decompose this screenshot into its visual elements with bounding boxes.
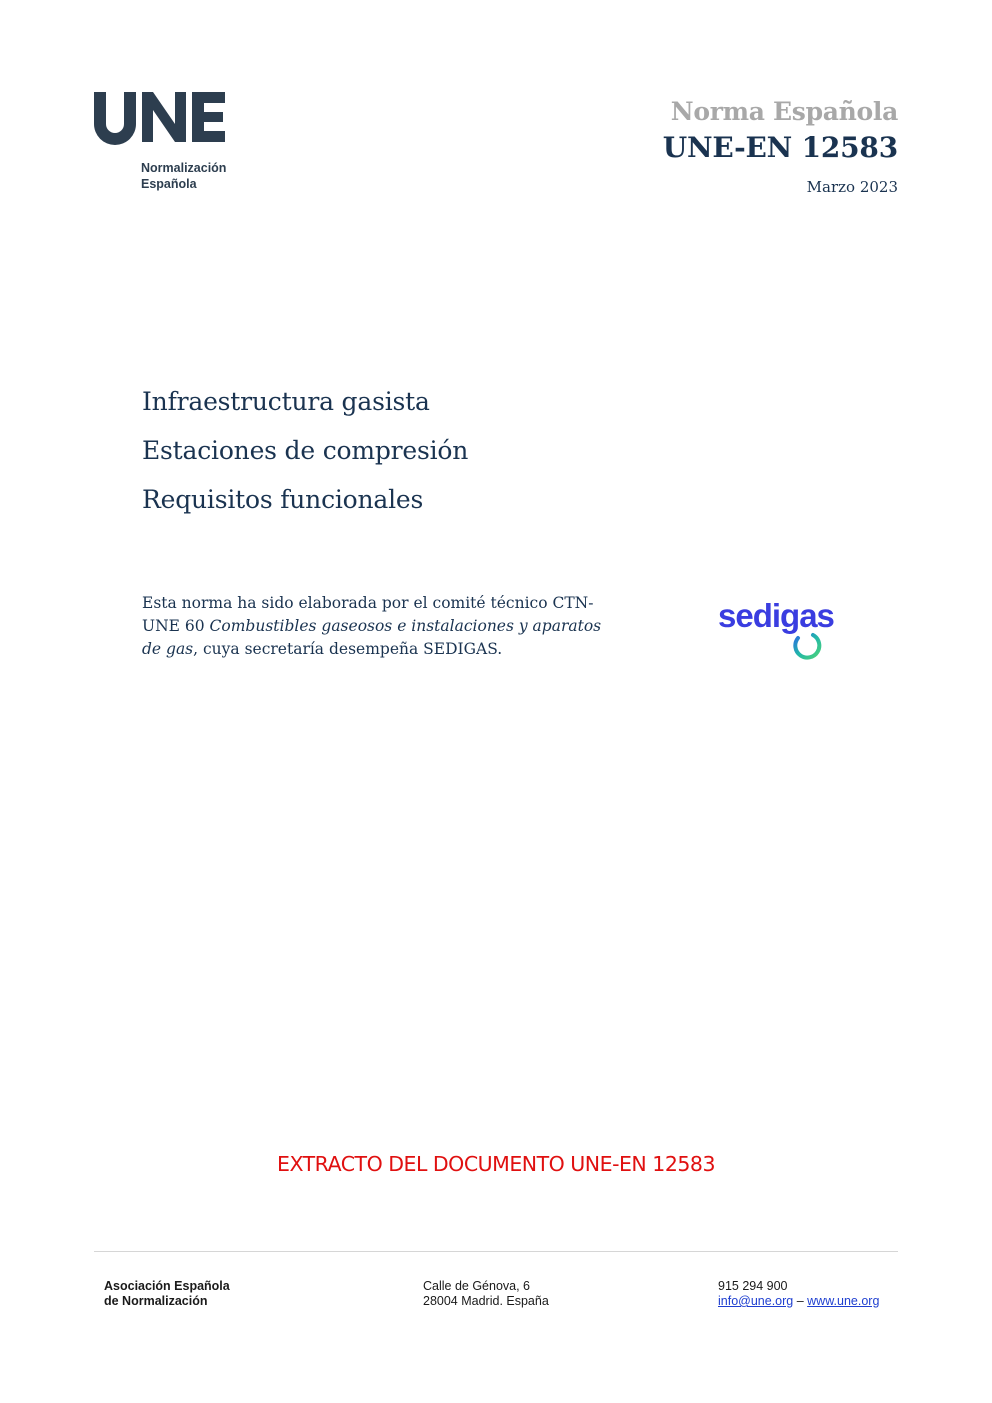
footer-link-separator: – — [793, 1294, 808, 1308]
footer-org-line1: Asociación Española — [104, 1279, 230, 1293]
footer-phone: 915 294 900 — [718, 1279, 788, 1293]
footer-divider — [94, 1251, 898, 1252]
standard-code: UNE-EN 12583 — [662, 131, 898, 164]
sedigas-ring-icon — [791, 630, 823, 662]
committee-note — [142, 592, 622, 661]
publication-date: Marzo 2023 — [806, 178, 898, 196]
norma-label: Norma Española — [670, 97, 898, 126]
footer-org-line2: de Normalización — [104, 1294, 208, 1308]
title-line-3: Requisitos funcionales — [142, 485, 424, 514]
footer-organization — [104, 1279, 230, 1309]
footer-contact — [718, 1279, 879, 1309]
footer-address-line2: 28004 Madrid. España — [423, 1294, 549, 1308]
committee-name: Combustibles gaseosos e instalaciones y aparatos de gas — [142, 617, 602, 658]
committee-text-1: Esta norma ha sido elaborada por el comité técnico CTN-UNE 60 — [142, 594, 594, 635]
sedigas-logo-text: sedigas — [718, 597, 834, 634]
logo-subtitle-line1: Normalización — [141, 161, 227, 175]
title-line-2: Estaciones de compresión — [142, 436, 469, 465]
website-link[interactable]: www.une.org — [807, 1294, 880, 1308]
committee-text-2: , cuya secretaría desempeña SEDIGAS. — [193, 640, 503, 658]
extract-banner: EXTRACTO DEL DOCUMENTO UNE-EN 12583 — [277, 1152, 715, 1176]
footer-address-line1: Calle de Génova, 6 — [423, 1279, 531, 1293]
logo-subtitle-line2: Española — [141, 177, 197, 191]
footer-links — [718, 1294, 879, 1309]
sedigas-logo — [718, 598, 868, 662]
une-logo — [92, 88, 242, 198]
title-line-1: Infraestructura gasista — [142, 387, 430, 416]
email-link[interactable]: info@une.org — [718, 1294, 794, 1308]
une-logo-mark — [92, 88, 232, 148]
footer-address — [423, 1279, 549, 1309]
